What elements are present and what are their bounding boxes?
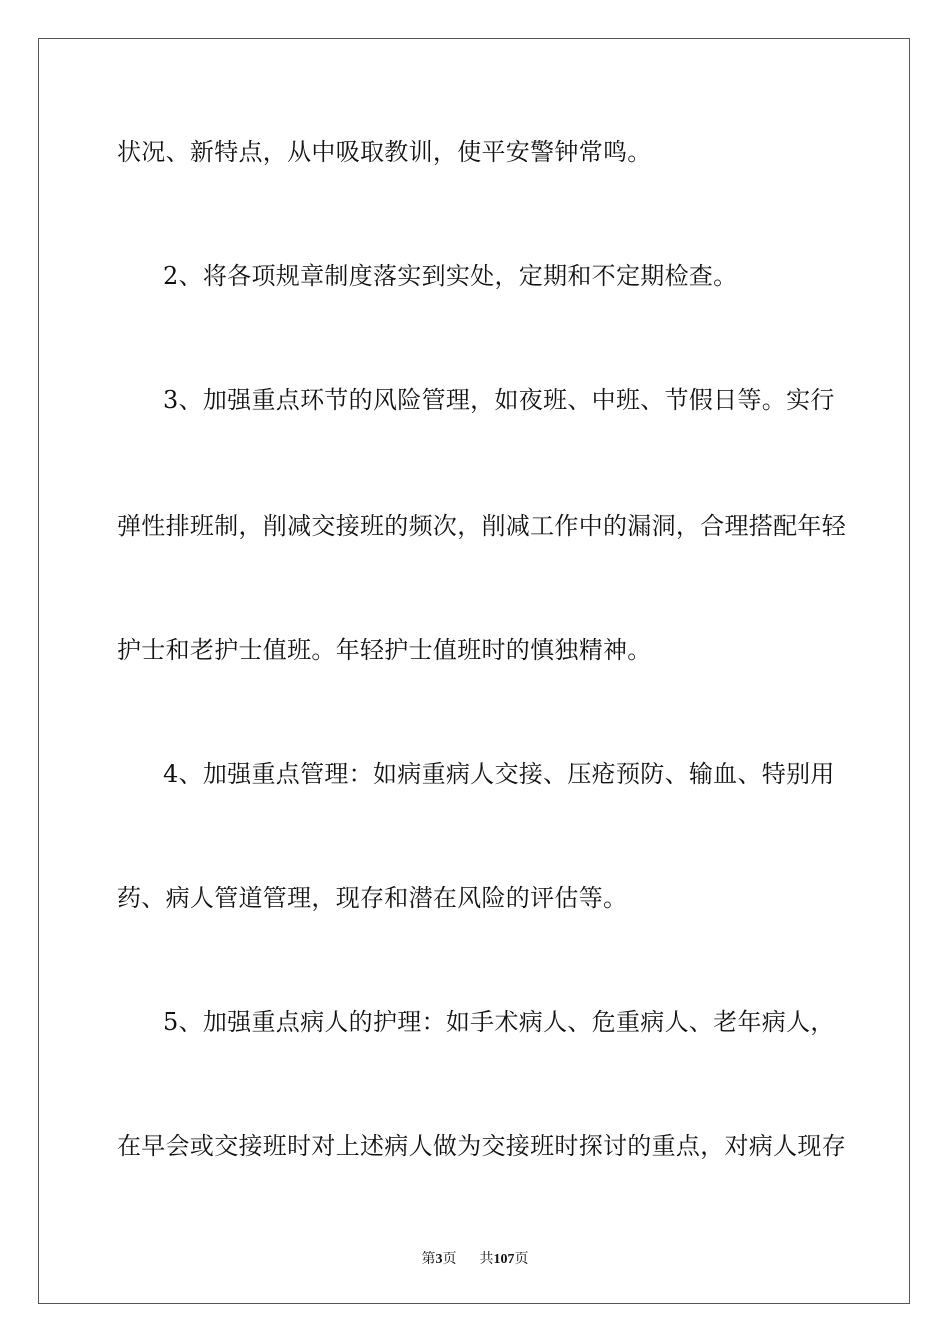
page-suffix: 页 xyxy=(442,1252,457,1267)
text-line-6: 4、加强重点管理：如病重病人交接、压疮预防、输血、特别用 xyxy=(163,760,835,788)
text-line-1: 状况、新特点，从中吸取教训，使平安警钟常鸣。 xyxy=(117,138,652,166)
page-prefix: 第 xyxy=(421,1252,436,1267)
text-line-8: 5、加强重点病人的护理：如手术病人、危重病人、老年病人， xyxy=(163,1008,835,1036)
page-footer xyxy=(0,1250,950,1269)
text-line-5: 护士和老护士值班。年轻护士值班时的慎独精神。 xyxy=(117,636,652,664)
total-prefix: 共 xyxy=(479,1252,494,1267)
page-border xyxy=(38,38,910,1304)
text-line-4: 弹性排班制，削减交接班的频次，削减工作中的漏洞，合理搭配年轻 xyxy=(117,512,846,540)
page-number: 3 xyxy=(435,1252,443,1267)
total-pages: 107 xyxy=(493,1252,515,1267)
total-suffix: 页 xyxy=(514,1252,529,1267)
text-line-2: 2、将各项规章制度落实到实处，定期和不定期检查。 xyxy=(163,262,738,290)
text-line-9: 在早会或交接班时对上述病人做为交接班时探讨的重点，对病人现存 xyxy=(117,1132,846,1160)
text-line-3: 3、加强重点环节的风险管理，如夜班、中班、节假日等。实行 xyxy=(163,386,835,414)
text-line-7: 药、病人管道管理，现存和潜在风险的评估等。 xyxy=(117,884,628,912)
